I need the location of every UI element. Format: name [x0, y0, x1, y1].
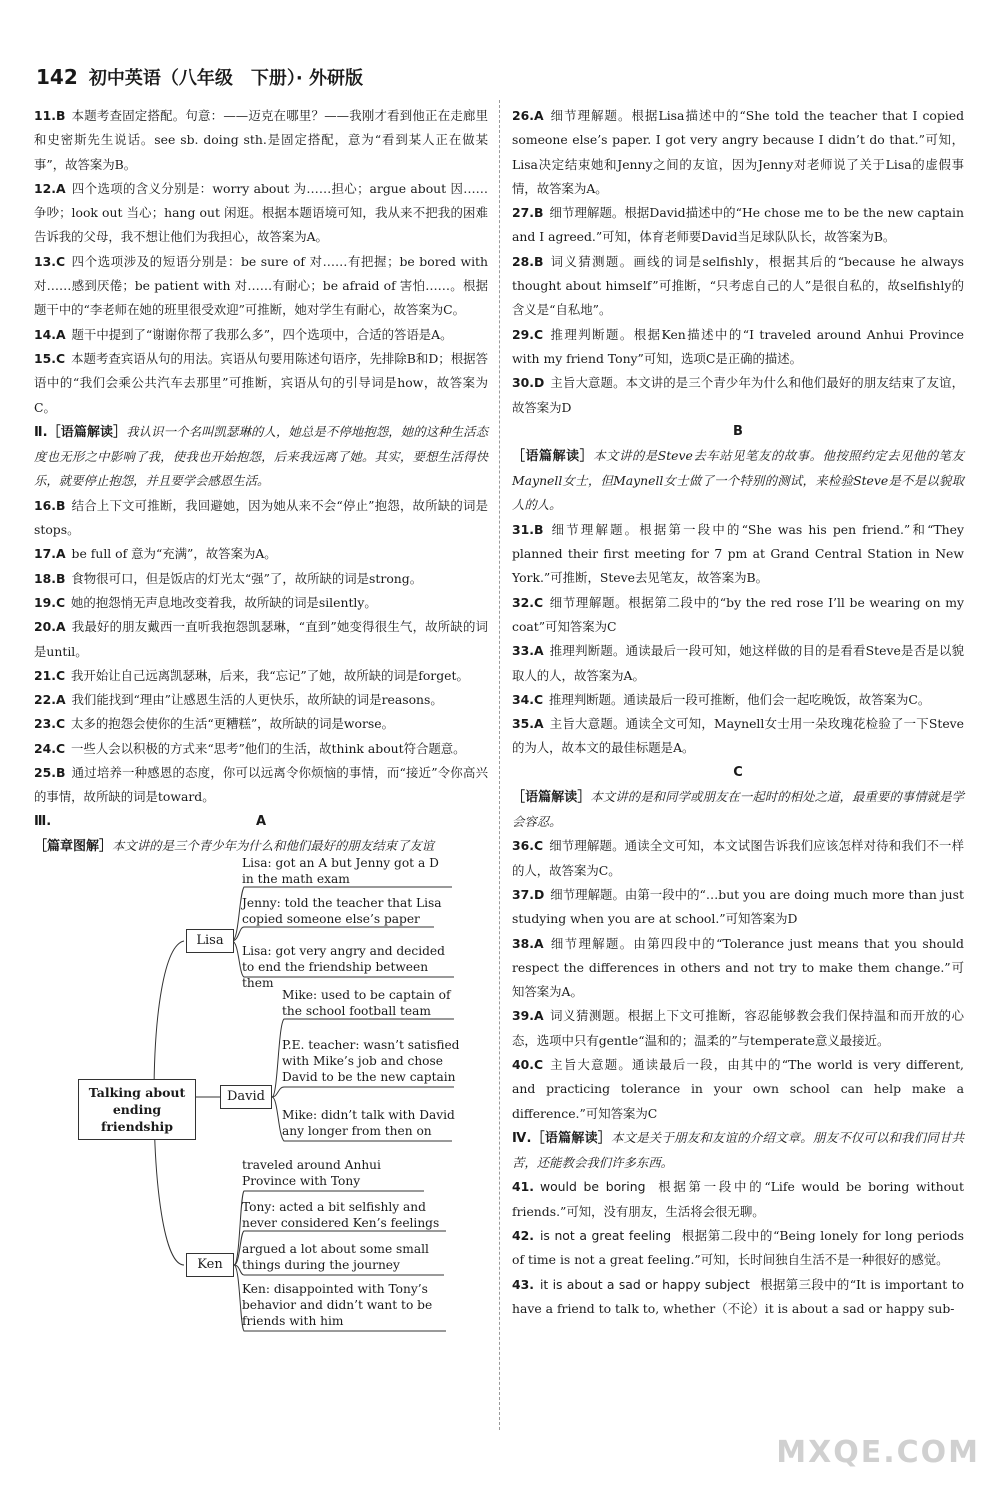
answer-number: 15.C [34, 350, 66, 366]
answer-explanation: 四个选项的含义分别是：worry about 为……担心；argue about 因……争吵；look out 当心；hang out 闲逛。根据本题语境可知，我从来不把我的困难告诉我的父母，我不想让他们为我担心，故答案为A。 [34, 180, 488, 245]
answers-16-25 [34, 494, 488, 810]
answer-number: 35.A [512, 716, 544, 732]
answer-number: 14.A [34, 326, 66, 342]
answer-number: 36.C [512, 838, 544, 854]
answer-item [512, 371, 964, 420]
answer-explanation: 细节理解题。根据David描述中的“He chose me to be the new captain and I agreed.”可知，体育老师要David当足球队队长，故答案为B。 [512, 205, 964, 245]
answer-item [512, 932, 964, 1005]
answer-explanation: 根据第三段中的“It is important to have a friend to talk to, whether（不论）it is about a sad or happy sub- [512, 1276, 965, 1316]
answer-explanation: 细节理解题。由第四段中的“Tolerance just means that you should respect the differences in others and not try to make them change.”可知答案为A。 [512, 935, 964, 1000]
answer-number: 24.C [34, 740, 66, 756]
passage-a-letter: A [255, 813, 267, 829]
answer-item [34, 250, 488, 323]
answer-item [512, 1175, 964, 1224]
section-2-intro [34, 420, 488, 494]
answer-explanation: 细节理解题。根据第一段中的“She was his pen friend.”和“They planned their first meeting for 7 pm at Grand Central Station in New York.”可推断，Steve去见笔友，故答案为B。 [512, 521, 964, 586]
answers-41-43 [512, 1175, 964, 1321]
answer-explanation: be full of 意为“充满”，故答案为A。 [71, 546, 277, 562]
answer-explanation: 根据第二段中的“Being lonely for long periods of time is not a great feeling.”可知，长时间独自生活不是一种很好的感觉。 [512, 1228, 964, 1268]
passage-b-letter: B [733, 423, 743, 439]
answer-explanation: 根据第一段中的“Life would be boring without friends.”可知，没有朋友，生活将会很无聊。 [512, 1179, 964, 1219]
answer-item [34, 591, 488, 615]
answer-item [34, 615, 488, 664]
answer-explanation: 我们能找到“理由”让感恩生活的人更快乐，故所缺的词是reasons。 [71, 692, 443, 708]
answer-explanation: 主旨大意题。本文讲的是三个青少年为什么和他们最好的朋友结束了友谊，故答案为D [512, 375, 964, 415]
watermark-logo: MXQE.COM [776, 1435, 980, 1470]
lisa-leaf-1: Lisa: got an A but Jenny got a D in the math exam [242, 855, 439, 886]
answer-item [512, 688, 964, 712]
passage-c-intro-label: ［语篇解读］ [512, 789, 591, 805]
answer-explanation: 细节理解题。根据Lisa描述中的“She told the teacher that I copied someone else’s paper. I got very angry because I didn’t do that.”可知，Lisa决定结束她和Jenny之间的友谊，因为Jenny对老师说了关于Lisa的虚假事情，故答案为A。 [512, 108, 964, 196]
page-number: 142 [36, 65, 78, 89]
left-column [34, 104, 488, 1335]
answer-number: 23.C [34, 716, 66, 732]
answer-number: 38.A [512, 935, 544, 951]
david-leaf-3: Mike: didn’t talk with David any longer from then on [282, 1107, 455, 1138]
answer-explanation: 食物很可口，但是饭店的灯光太“强”了，故所缺的词是strong。 [71, 570, 423, 586]
david-leaf-2: P.E. teacher: wasn’t satisfied with Mike’s job and chose David to be the new captain [282, 1037, 460, 1084]
answers-11-15 [34, 104, 488, 420]
answer-explanation: 词义猜测题。画线的词是selfishly，根据其后的“because he always thought about himself”可推断，“只考虑自己的人”是很自私的，故selfishly的含义是“自私地”。 [512, 253, 964, 318]
section-4-label: Ⅳ.［语篇解读］ [512, 1130, 612, 1146]
answer-item [512, 712, 964, 761]
answer-number: 20.A [34, 619, 66, 635]
answer-number: 40.C [512, 1056, 544, 1072]
answer-number: 30.D [512, 375, 545, 391]
section-3-intro-label: ［篇章图解］ [34, 838, 113, 854]
answer-number: 39.A [512, 1008, 544, 1024]
section-3-intro-text: 本文讲的是三个青少年为什么和他们最好的朋友结束了友谊 [112, 837, 435, 853]
answer-number: 25.B [34, 765, 66, 781]
answer-explanation: 本题考查固定搭配。句意：——迈克在哪里？——我刚才看到他正在走廊里和史密斯先生说话。see sb. doing sth.是固定搭配，意为“看到某人正在做某事”，故答案为B。 [34, 108, 488, 172]
answer-explanation: 推理判断题。通读最后一段可推断，他们会一起吃晚饭，故答案为C。 [549, 691, 931, 707]
answer-item [512, 250, 964, 323]
answer-number: 16.B [34, 497, 66, 513]
ken-leaf-2: Tony: acted a bit selfishly and never considered Ken’s feelings [242, 1199, 440, 1230]
answer-number: 43. [512, 1276, 534, 1292]
answer-item [34, 688, 488, 712]
answer-number: 31.B [512, 521, 544, 537]
answer-explanation: 结合上下文可推断，我回避她，因为她从来不会“停止”抱怨，故所缺的词是stops。 [34, 497, 488, 538]
answers-26-30 [512, 104, 964, 420]
answer-number: 21.C [34, 667, 66, 683]
answer-phrase: would be boring [539, 1179, 646, 1195]
answer-item [34, 737, 488, 761]
answer-item [34, 494, 488, 543]
right-column [512, 104, 964, 1321]
answer-number: 28.B [512, 253, 544, 269]
answer-item [512, 834, 964, 883]
answer-item [512, 1224, 964, 1273]
answer-item [34, 761, 488, 810]
answer-number: 11.B [34, 108, 66, 123]
answer-item [34, 664, 488, 688]
answer-number: 34.C [512, 691, 544, 707]
answer-number: 32.C [512, 594, 544, 610]
answer-item [512, 1004, 964, 1053]
passage-b-intro [512, 444, 964, 518]
passage-b-intro-text: 本文讲的是Steve去车站见笔友的故事。他按照约定去见他的笔友Maynell女士，但Maynell女士做了一个特别的测试，来检验Steve是不是以貌取人的人。 [512, 447, 964, 513]
answer-explanation: 本题考查宾语从句的用法。宾语从句要用陈述句语序，先排除B和D；根据答语中的“我们会乘公共汽车去那里”可推断，宾语从句的引导词是how，故答案为C。 [34, 350, 488, 415]
answers-36-40 [512, 834, 964, 1126]
answer-explanation: 一些人会以积极的方式来“思考”他们的生活，故think about符合题意。 [71, 740, 466, 756]
answer-explanation: 主旨大意题。通读最后一段，由其中的“The world is very different, and practicing tolerance in your own school can help make a difference.”可知答案为C [512, 1056, 964, 1121]
answer-number: 12.A [34, 180, 66, 196]
answer-number: 22.A [34, 692, 66, 708]
answer-number: 29.C [512, 326, 544, 342]
section-2-label: Ⅱ.［语篇解读］ [34, 424, 127, 440]
passage-c-intro-text: 本文讲的是和同学或朋友在一起时的相处之道，最重要的事情就是学会容忍。 [512, 788, 964, 830]
answer-item [34, 177, 488, 250]
answer-item [512, 591, 964, 640]
answer-number: 13.C [34, 253, 66, 269]
answer-explanation: 题干中提到了“谢谢你帮了我那么多”，四个选项中，合适的答语是A。 [71, 326, 453, 342]
answer-item [34, 712, 488, 736]
answer-item [34, 323, 488, 347]
answer-number: 33.A [512, 643, 544, 659]
answer-item [34, 567, 488, 591]
answer-explanation: 词义猜测题。根据上下文可推断，容忍能够教会我们保持温和而开放的心态，选项中只有gentle“温和的；温柔的”与temperate意义最接近。 [512, 1008, 964, 1048]
page-header [36, 64, 966, 96]
answer-item [512, 518, 964, 591]
ken-leaf-3: argued a lot about some small things during the journey [242, 1241, 429, 1272]
column-divider [499, 100, 500, 1430]
answer-phrase: it is about a sad or happy subject [539, 1276, 750, 1292]
answer-item [34, 542, 488, 566]
answer-item [34, 104, 488, 177]
branch-david: David [220, 1085, 272, 1109]
section-3-label: Ⅲ. [34, 813, 52, 829]
answer-item [512, 104, 964, 201]
answer-explanation: 细节理解题。由第一段中的“…but you are doing much more than just studying when you are at school.”可知答案为D [512, 886, 964, 927]
answer-number: 27.B [512, 205, 544, 221]
answer-number: 26.A [512, 108, 544, 123]
answer-explanation: 通过培养一种感恩的态度，你可以远离令你烦恼的事情，而“接近”令你高兴的事情，故所缺的词是toward。 [34, 765, 488, 805]
answer-number: 19.C [34, 594, 66, 610]
answer-item [34, 347, 488, 420]
ken-leaf-1: traveled around Anhui Province with Tony [242, 1157, 381, 1188]
ken-leaf-4: Ken: disappointed with Tony’s behavior and didn’t want to be friends with him [242, 1281, 433, 1328]
passage-c-intro [512, 785, 964, 835]
answers-31-35 [512, 518, 964, 761]
answer-explanation: 太多的抱怨会使你的生活“更糟糕”，故所缺的词是worse。 [71, 716, 394, 732]
answer-number: 18.B [34, 570, 66, 586]
mind-map [34, 855, 488, 1335]
answer-explanation: 细节理解题。通读全文可知，本文试图告诉我们应该怎样对待和我们不一样的人，故答案为C。 [512, 838, 964, 878]
answer-item [512, 1053, 964, 1126]
mind-map-root: Talking about ending friendship [78, 1079, 196, 1140]
branch-ken: Ken [186, 1253, 234, 1277]
answer-number: 41. [512, 1179, 534, 1195]
answer-item [512, 1273, 964, 1322]
answer-explanation: 主旨大意题。通读全文可知，Maynell女士用一朵玫瑰花检验了一下Steve的为人，故本文的最佳标题是A。 [512, 716, 964, 756]
section-4-text: 本文是关于朋友和友谊的介绍文章。朋友不仅可以和我们同甘共苦，还能教会我们许多东西。 [512, 1129, 964, 1171]
answer-item [512, 201, 964, 250]
david-leaf-1: Mike: used to be captain of the school football team [282, 987, 451, 1018]
answer-explanation: 推理判断题。根据Ken描述中的“I traveled around Anhui Province with my friend Tony”可知，选项C是正确的描述。 [512, 326, 964, 366]
section-2-text: 我认识一个名叫凯瑟琳的人，她总是不停地抱怨，她的这种生活态度也无形之中影响了我，使我也开始抱怨，后来我远离了她。其实，要想生活得快乐，就要停止抱怨，并且要学会感恩生活。 [34, 423, 488, 489]
answer-item [512, 883, 964, 932]
passage-b-intro-label: ［语篇解读］ [512, 448, 594, 464]
answer-explanation: 我最好的朋友戴西一直听我抱怨凯瑟琳，“直到”她变得很生气，故所缺的词是until。 [34, 619, 488, 659]
passage-c-letter: C [733, 764, 743, 780]
answer-item [512, 323, 964, 372]
answer-phrase: is not a great feeling [539, 1228, 672, 1244]
answer-explanation: 她的抱怨悄无声息地改变着我，故所缺的词是silently。 [71, 594, 377, 610]
answer-number: 37.D [512, 886, 545, 902]
answer-explanation: 我开始让自己远离凯瑟琳，后来，我“忘记”了她，故所缺的词是forget。 [71, 667, 469, 683]
section-3-heading [34, 810, 488, 834]
branch-lisa: Lisa [186, 929, 234, 953]
answer-explanation: 推理判断题。通读最后一段可知，她这样做的目的是看看Steve是否是以貌取人的人，故答案为A。 [512, 643, 964, 683]
lisa-leaf-3: Lisa: got very angry and decided to end the friendship between them [242, 943, 445, 990]
answer-item [512, 639, 964, 688]
section-4-intro [512, 1126, 964, 1176]
lisa-leaf-2: Jenny: told the teacher that Lisa copied someone else’s paper [242, 895, 442, 926]
answer-number: 42. [512, 1228, 534, 1244]
answer-explanation: 四个选项涉及的短语分别是：be sure of 对……有把握；be bored with 对……感到厌倦；be patient with 对……有耐心；be afraid of 害怕……。根据题干中的“李老师在她的班里很受欢迎”可推断，她对学生有耐心，故答案为C。 [34, 253, 488, 318]
book-title: 初中英语（八年级 下册）· 外研版 [88, 68, 363, 89]
answer-number: 17.A [34, 546, 66, 562]
answer-explanation: 细节理解题。根据第二段中的“by the red rose I’ll be wearing on my coat”可知答案为C [512, 594, 964, 634]
